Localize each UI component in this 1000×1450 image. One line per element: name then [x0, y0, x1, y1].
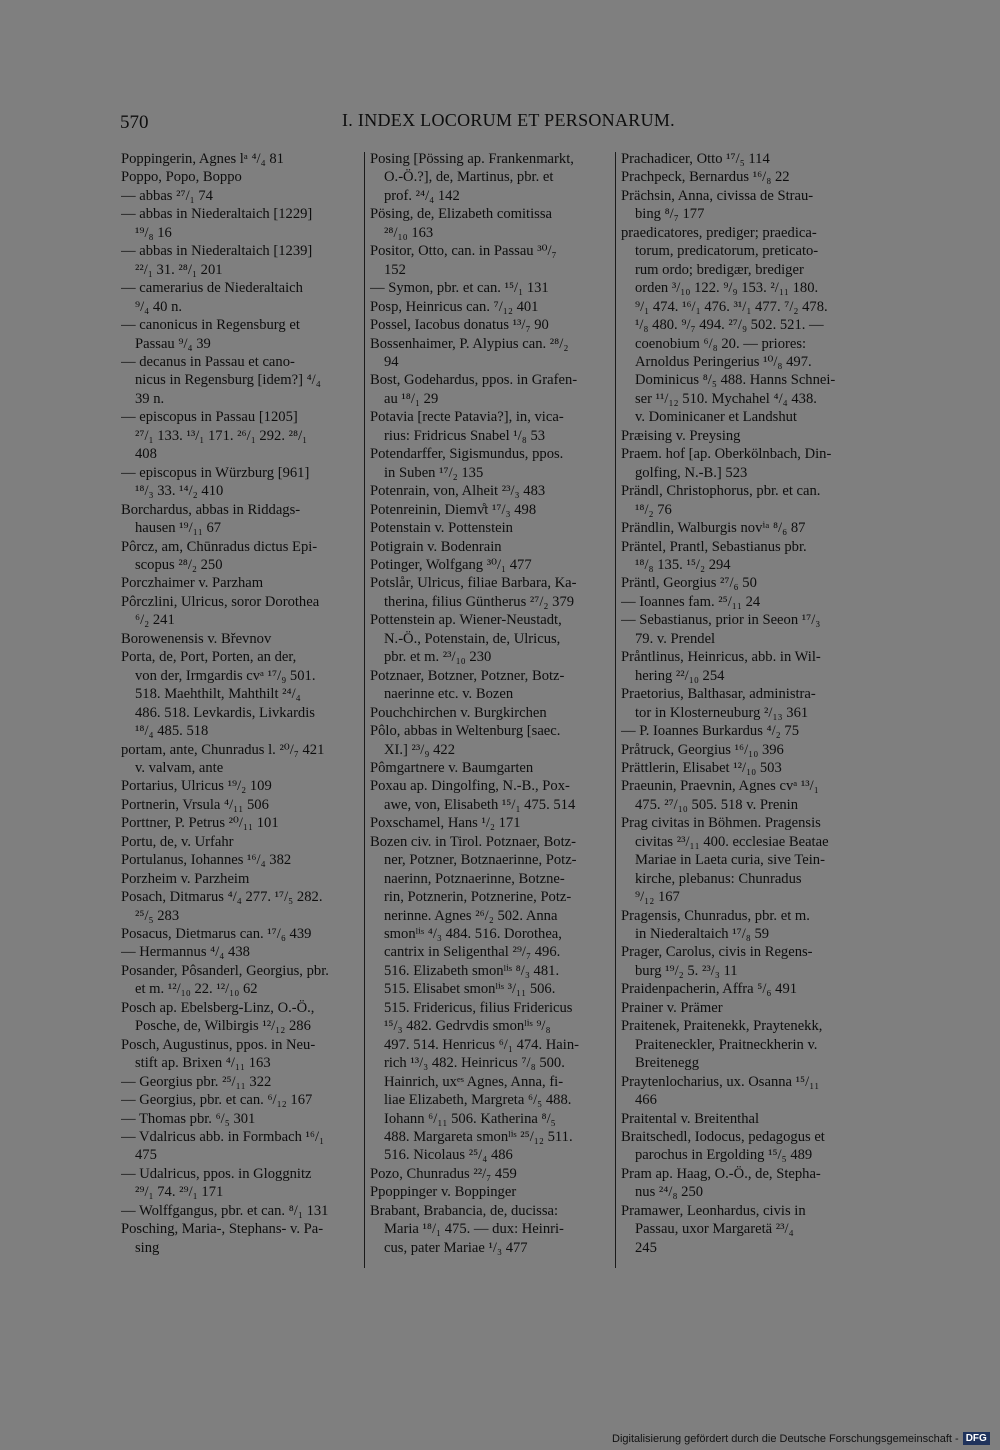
index-line: ¹⁸/₄ 485. 518 [135, 723, 209, 740]
index-line: 152 [384, 261, 406, 278]
index-line: Prächsin, Anna, civissa de Strau- [621, 187, 814, 204]
index-line: stift ap. Brixen ⁴/₁₁ 163 [135, 1055, 271, 1072]
index-line: 475 [135, 1147, 157, 1164]
index-line: ¹⁵/₃ 482. Gedrvdis smonˡⁱˢ ⁹/₈ [384, 1018, 551, 1035]
index-line: 516. Nicolaus ²⁵/₄ 486 [384, 1147, 513, 1164]
index-line: Poxau ap. Dingolfing, N.-B., Pox- [370, 778, 570, 795]
index-line: 94 [384, 353, 399, 370]
index-line: Porczhaimer v. Parzham [121, 575, 264, 592]
index-line: Prag civitas in Böhmen. Pragensis [621, 815, 821, 832]
index-line: Präntel, Prantl, Sebastianus pbr. [621, 538, 807, 555]
index-line: Porzheim v. Parzheim [121, 870, 250, 887]
index-line: Posacus, Dietmarus can. ¹⁷/₆ 439 [121, 926, 312, 943]
index-line: scopus ²⁸/₂ 250 [135, 556, 223, 573]
index-line: ²⁵/₅ 283 [135, 907, 180, 924]
index-line: ⁹/₁₂ 167 [635, 889, 680, 906]
index-line: — canonicus in Regensburg et [121, 317, 300, 334]
index-line: Posching, Maria-, Stephans- v. Pa- [121, 1221, 324, 1238]
index-line: Praem. hof [ap. Oberkölnbach, Din- [621, 446, 832, 463]
index-line: 79. v. Prendel [635, 630, 716, 647]
index-line: — P. Ioannes Burkardus ⁴/₂ 75 [621, 723, 799, 740]
index-line: Præising v. Preysing [621, 427, 741, 444]
index-line: cus, pater Mariae ¹/₃ 477 [384, 1239, 528, 1256]
index-line: Posach, Ditmarus ⁴/₄ 277. ¹⁷/₅ 282. [121, 889, 323, 906]
index-line: Prändlin, Walburgis novⁱᵃ ⁸/₆ 87 [621, 520, 806, 537]
index-line: Posche, de, Wilbirgis ¹²/₁₂ 286 [135, 1018, 311, 1035]
index-line: Praitenek, Praitenekk, Praytenekk, [621, 1018, 823, 1035]
index-line: Potznaer, Botzner, Potzner, Botz- [370, 667, 565, 684]
index-line: — Georgius pbr. ²⁵/₁₁ 322 [121, 1073, 272, 1090]
index-line: Iohann ⁶/₁₁ 506. Katherina ⁸/₅ [384, 1110, 556, 1127]
index-line: von der, Irmgardis cvᵃ ¹⁷/₉ 501. [135, 667, 316, 684]
index-line: Portarius, Ulricus ¹⁹/₂ 109 [121, 778, 272, 795]
column-divider [615, 152, 616, 1268]
index-line: Ppoppinger v. Boppinger [370, 1184, 517, 1201]
index-line: torum, predicatorum, preticato- [635, 243, 819, 260]
index-line: 475. ²⁷/₁₀ 505. 518 v. Prenin [635, 796, 799, 813]
index-line: Potinger, Wolfgang ³⁰/₁ 477 [370, 556, 532, 573]
index-line: Maria ¹⁸/₁ 475. — dux: Heinri- [384, 1221, 564, 1238]
index-line: — Georgius, pbr. et can. ⁶/₁₂ 167 [121, 1092, 313, 1109]
index-line: Passau ⁹/₄ 39 [135, 335, 211, 352]
index-line: pbr. et m. ²³/₁₀ 230 [384, 649, 492, 666]
index-line: Pragensis, Chunradus, pbr. et m. [621, 907, 810, 924]
index-line: Possel, Iacobus donatus ¹³/₇ 90 [370, 317, 549, 334]
index-line: ²²/₁ 31. ²⁸/₁ 201 [135, 261, 223, 278]
index-line: — camerarius de Niederaltaich [121, 280, 303, 297]
index-line: Prachpeck, Bernardus ¹⁶/₈ 22 [621, 169, 790, 186]
index-column-2 [370, 150, 610, 1257]
index-line: Posander, Pôsanderl, Georgius, pbr. [121, 962, 329, 979]
index-line: Potigrain v. Bodenrain [370, 538, 502, 555]
index-line: 516. Elizabeth smonˡⁱˢ ⁸/₃ 481. [384, 962, 560, 979]
index-line: Passau, uxor Margaretä ²³/₄ [635, 1221, 794, 1238]
index-line: Praytenlocharius, ux. Osanna ¹⁵/₁₁ [621, 1073, 820, 1090]
index-line: Prändl, Christophorus, pbr. et can. [621, 483, 821, 500]
index-line: Poppingerin, Agnes lᵃ ⁴/₄ 81 [121, 151, 284, 167]
index-line: Pottenstein ap. Wiener-Neustadt, [370, 612, 562, 629]
index-line: 497. 514. Henricus ⁶/₁ 474. Hain- [384, 1036, 579, 1053]
index-line: ⁶/₂ 241 [135, 612, 175, 629]
index-line: Dominicus ⁸/₅ 488. Hanns Schnei- [635, 372, 836, 389]
index-line: v. valvam, ante [135, 759, 224, 776]
index-line: Prainer v. Prämer [621, 999, 723, 1016]
index-line: 466 [635, 1092, 657, 1109]
index-line: Pôrczlini, Ulricus, soror Dorothea [121, 593, 320, 610]
index-line: 486. 518. Levkardis, Livkardis [135, 704, 315, 721]
index-line: civitas ²³/₁₁ 400. ecclesiae Beatae [635, 833, 829, 850]
index-line: Pôlo, abbas in Weltenburg [saec. [370, 723, 561, 740]
index-line: XI.] ²³/₉ 422 [384, 741, 455, 758]
footer [612, 1432, 990, 1445]
index-line: — Ioannes fam. ²⁵/₁₁ 24 [621, 593, 761, 610]
index-line: — Symon, pbr. et can. ¹⁵/₁ 131 [370, 280, 549, 297]
index-line: ⁹/₄ 40 n. [135, 298, 183, 315]
index-line: Portnerin, Vrsula ⁴/₁₁ 506 [121, 796, 269, 813]
index-line: burg ¹⁹/₂ 5. ²³/₃ 11 [635, 962, 738, 979]
index-line: Prager, Carolus, civis in Regens- [621, 944, 813, 961]
index-line: 515. Elisabet smonˡⁱˢ ³/₁₁ 506. [384, 981, 556, 998]
index-line: Portu, de, v. Urfahr [121, 833, 234, 850]
index-line: — Udalricus, ppos. in Gloggnitz [121, 1165, 312, 1182]
index-line: Bossenhaimer, P. Alypius can. ²⁸/₂ [370, 335, 569, 352]
index-line: Portulanus, Iohannes ¹⁶/₄ 382 [121, 852, 292, 869]
index-line: N.-Ö., Potenstain, de, Ulricus, [384, 630, 561, 647]
index-line: coenobium ⁶/₈ 20. — priores: [635, 335, 807, 352]
index-column-1 [121, 150, 359, 1257]
index-line: 488. Margareta smonˡⁱˢ ²⁵/₁₂ 511. [384, 1129, 573, 1146]
index-line: Prättlerin, Elisabet ¹²/₁₀ 503 [621, 759, 782, 776]
index-line: in Niederaltaich ¹⁷/₈ 59 [635, 926, 770, 943]
index-line: Mariae in Laeta curia, sive Tein- [635, 852, 825, 869]
index-line: Posing [Pössing ap. Frankenmarkt, [370, 151, 574, 167]
index-line: Borowenensis v. Břevnov [121, 630, 272, 647]
index-line: 39 n. [135, 390, 165, 407]
index-line: — Vdalricus abb. in Formbach ¹⁶/₁ [121, 1129, 325, 1146]
index-line: cantrix in Seligenthal ²⁹/₇ 496. [384, 944, 561, 961]
index-line: portam, ante, Chunradus l. ²⁰/₇ 421 [121, 741, 325, 758]
index-line: Pösing, de, Elizabeth comitissa [370, 206, 552, 223]
index-line: — Sebastianus, prior in Seeon ¹⁷/₃ [621, 612, 821, 629]
index-line: hering ²²/₁₀ 254 [635, 667, 725, 684]
index-line: Potenstain v. Pottenstein [370, 520, 513, 537]
index-line: Potendarffer, Sigismundus, ppos. [370, 446, 564, 463]
index-line: ¹⁸/₃ 33. ¹⁴/₂ 410 [135, 483, 224, 500]
index-line: Prachadicer, Otto ¹⁷/₅ 114 [621, 151, 770, 167]
index-line: — abbas in Niederaltaich [1239] [121, 243, 313, 260]
index-line: Potenreinin, Diemv̊t ¹⁷/₃ 498 [370, 501, 537, 518]
index-line: naerinn, Potznaerinne, Botzne- [384, 870, 565, 887]
running-title: I. INDEX LOCORUM ET PERSONARUM. [342, 110, 675, 130]
index-line: — abbas in Niederaltaich [1229] [121, 206, 313, 223]
index-line: Pråntlinus, Heinricus, abb. in Wil- [621, 649, 821, 666]
index-column-3 [621, 150, 861, 1257]
index-line: Bost, Godehardus, ppos. in Grafen- [370, 372, 578, 389]
index-line: ¹⁸/₂ 76 [635, 501, 672, 518]
index-line: rin, Potznerin, Potznerine, Potz- [384, 889, 572, 906]
index-line: Poxschamel, Hans ¹/₂ 171 [370, 815, 521, 832]
index-line: rum ordo; bredigær, brediger [635, 261, 804, 278]
index-line: 515. Fridericus, filius Fridericus [384, 999, 573, 1016]
footer-credit: Digitalisierung gefördert durch die Deutsche Forschungsgemeinschaft - [612, 1432, 959, 1445]
index-line: 245 [635, 1239, 657, 1256]
index-line: Praeunin, Praevnin, Agnes cvᵃ ¹³/₁ [621, 778, 819, 795]
index-line: in Suben ¹⁷/₂ 135 [384, 464, 484, 481]
index-line: rich ¹³/₃ 482. Heinricus ⁷/₈ 500. [384, 1055, 565, 1072]
index-line: ser ¹¹/₁₂ 510. Mychahel ⁴/₄ 438. [635, 390, 817, 407]
index-line: Borchardus, abbas in Riddags- [121, 501, 301, 518]
index-line: Positor, Otto, can. in Passau ³⁰/₇ [370, 243, 557, 260]
index-line: — Wolffgangus, pbr. et can. ⁸/₁ 131 [121, 1202, 329, 1219]
index-line: Pouchchirchen v. Burgkirchen [370, 704, 547, 721]
index-line: bing ⁸/₇ 177 [635, 206, 705, 223]
index-line: parochus in Ergolding ¹⁵/₅ 489 [635, 1147, 813, 1164]
index-line: ¹⁹/₈ 16 [135, 224, 172, 241]
index-line: — Hermannus ⁴/₄ 438 [121, 944, 250, 961]
index-line: — abbas ²⁷/₁ 74 [121, 187, 213, 204]
index-line: smonˡⁱˢ ⁴/₃ 484. 516. Dorothea, [384, 926, 562, 943]
index-line: golfing, N.-B.] 523 [635, 464, 748, 481]
index-line: sing [135, 1239, 160, 1256]
index-line: naerinne etc. v. Bozen [384, 686, 514, 703]
index-line: Pråtruck, Georgius ¹⁶/₁₀ 396 [621, 741, 784, 758]
index-line: 408 [135, 446, 157, 463]
index-line: Praitental v. Breitenthal [621, 1110, 760, 1127]
index-line: v. Dominicaner et Landshut [635, 409, 797, 426]
index-line: Pômgartnere v. Baumgarten [370, 759, 534, 776]
index-line: Potenrain, von, Alheit ²³/₃ 483 [370, 483, 546, 500]
index-line: praedicatores, prediger; praedica- [621, 224, 817, 241]
index-line: nus ²⁴/₈ 250 [635, 1184, 704, 1201]
index-line: O.-Ö.?], de, Martinus, pbr. et [384, 169, 554, 186]
index-line: — episcopus in Würzburg [961] [121, 464, 310, 481]
dfg-logo: DFG [963, 1432, 990, 1445]
index-line: ²⁷/₁ 133. ¹³/₁ 171. ²⁶/₁ 292. ²⁸/₁ [135, 427, 308, 444]
index-line: Praidenpacherin, Affra ⁵/₆ 491 [621, 981, 798, 998]
index-line: — Thomas pbr. ⁶/₅ 301 [121, 1110, 256, 1127]
index-line: Posch ap. Ebelsberg-Linz, O.-Ö., [121, 999, 315, 1016]
index-line: ²⁸/₁₀ 163 [384, 224, 434, 241]
index-line: ¹/₈ 480. ⁹/₇ 494. ²⁷/₉ 502. 521. — [635, 317, 824, 334]
index-line: Breitenegg [635, 1055, 700, 1072]
index-line: Praiteneckler, Praitneckherin v. [635, 1036, 818, 1053]
index-line: prof. ²⁴/₄ 142 [384, 187, 460, 204]
index-line: rius: Fridricus Snabel ¹/₈ 53 [384, 427, 546, 444]
index-line: Posp, Heinricus can. ⁷/₁₂ 401 [370, 298, 539, 315]
index-line: therina, filius Güntherus ²⁷/₂ 379 [384, 593, 575, 610]
index-line: Porttner, P. Petrus ²⁰/₁₁ 101 [121, 815, 279, 832]
index-line: 518. Maehthilt, Mahthilt ²⁴/₄ [135, 686, 301, 703]
index-line: — decanus in Passau et cano- [121, 353, 295, 370]
index-line: Pram ap. Haag, O.-Ö., de, Stepha- [621, 1165, 821, 1182]
index-line: Potavia [recte Patavia?], in, vica- [370, 409, 564, 426]
index-line: Posch, Augustinus, ppos. in Neu- [121, 1036, 316, 1053]
index-line: Arnoldus Peringerius ¹⁰/₈ 497. [635, 353, 812, 370]
index-line: — episcopus in Passau [1205] [121, 409, 298, 426]
index-line: Präntl, Georgius ²⁷/₆ 50 [621, 575, 757, 592]
index-line: kirche, plebanus: Chunradus [635, 870, 802, 887]
index-line: Pozo, Chunradus ²²/₇ 459 [370, 1165, 517, 1182]
index-line: au ¹⁸/₁ 29 [384, 390, 439, 407]
index-line: ²⁹/₁ 74. ²⁹/₁ 171 [135, 1184, 224, 1201]
index-line: Hainrich, uxᵉˢ Agnes, Anna, fi- [384, 1073, 564, 1090]
index-line: nicus in Regensburg [idem?] ⁴/₄ [135, 372, 321, 389]
index-line: Poppo, Popo, Boppo [121, 169, 242, 186]
index-line: Braitschedl, Iodocus, pedagogus et [621, 1129, 825, 1146]
index-line: Pôrcz, am, Chūnradus dictus Epi- [121, 538, 318, 555]
index-line: Brabant, Brabancia, de, ducissa: [370, 1202, 559, 1219]
index-line: liae Elizabeth, Margreta ⁶/₅ 488. [384, 1092, 572, 1109]
index-line: Porta, de, Port, Porten, an der, [121, 649, 297, 666]
index-line: ⁹/₁ 474. ¹⁶/₁ 476. ³¹/₁ 477. ⁷/₂ 478. [635, 298, 828, 315]
index-line: awe, von, Elisabeth ¹⁵/₁ 475. 514 [384, 796, 576, 813]
column-divider [364, 152, 365, 1268]
index-line: ¹⁸/₈ 135. ¹⁵/₂ 294 [635, 556, 731, 573]
index-line: Bozen civ. in Tirol. Potznaer, Botz- [370, 833, 577, 850]
index-line: Pramawer, Leonhardus, civis in [621, 1202, 806, 1219]
index-line: et m. ¹²/₁₀ 22. ¹²/₁₀ 62 [135, 981, 258, 998]
index-line: Praetorius, Balthasar, administra- [621, 686, 816, 703]
index-line: tor in Klosterneuburg ²/₁₃ 361 [635, 704, 809, 721]
index-line: nerinne. Agnes ²⁶/₂ 502. Anna [384, 907, 558, 924]
index-line: orden ³/₁₀ 122. ⁹/₉ 153. ²/₁₁ 180. [635, 280, 819, 297]
page-number: 570 [120, 112, 149, 133]
index-line: Potslår, Ulricus, filiae Barbara, Ka- [370, 575, 577, 592]
index-line: ner, Potzner, Botznaerinne, Potz- [384, 852, 577, 869]
index-line: hausen ¹⁹/₁₁ 67 [135, 520, 222, 537]
